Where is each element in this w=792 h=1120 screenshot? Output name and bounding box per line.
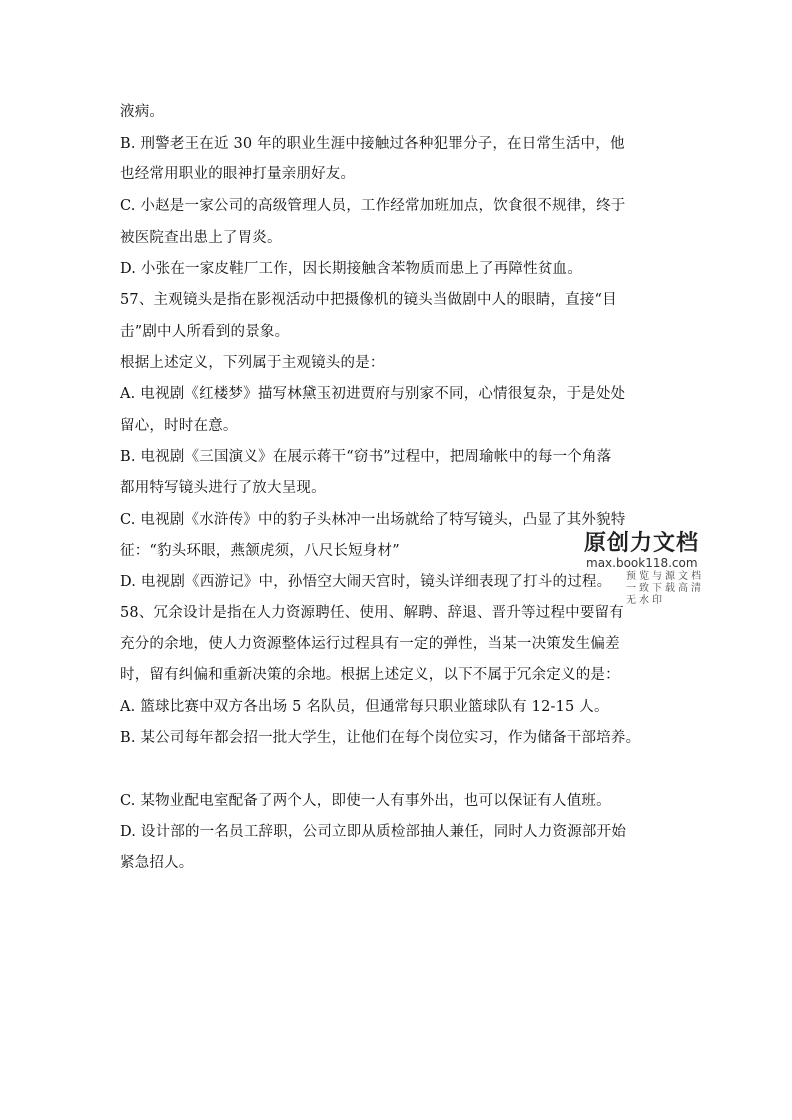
option-c: C. 某物业配电室配备了两个人，即使一人有事外出，也可以保证有人值班。 [120, 793, 611, 809]
option-c: C. 电视剧《水浒传》中的豹子头林冲一出场就给了特写镜头，凸显了其外貌特 [120, 512, 626, 528]
text-line: B. 刑警老王在近 30 年的职业生涯中接触过各种犯罪分子，在日常生活中，他 [120, 136, 625, 152]
text-line: 液病。 [120, 104, 165, 120]
question-58-stem: 58、冗余设计是指在人力资源聘任、使用、解聘、辞退、晋升等过程中要留有 [120, 605, 624, 621]
text-line: 紧急招人。 [120, 855, 194, 871]
text-line: D. 小张在一家皮鞋厂工作，因长期接触含苯物质而患上了再障性贫血。 [120, 261, 582, 277]
option-a: A. 篮球比赛中双方各出场 5 名队员，但通常每只职业篮球队有 12-15 人。 [120, 699, 609, 715]
text-line: C. 小赵是一家公司的高级管理人员，工作经常加班加点，饮食很不规律，终于 [120, 198, 626, 214]
text-line: 征：“豹头环眼，燕颔虎须，八尺长短身材” [120, 543, 400, 559]
watermark-title: 原创力文档 [584, 531, 700, 556]
text-line: 被医院查出患上了胃炎。 [120, 230, 282, 246]
watermark-logo [582, 530, 714, 606]
option-d: D. 电视剧《西游记》中，孙悟空大闹天宫时，镜头详细表现了打斗的过程。 [120, 574, 612, 590]
option-d: D. 设计部的一名员工辞职，公司立即从质检部抽人兼任，同时人力资源部开始 [120, 824, 627, 840]
question-57-stem: 57、主观镜头是指在影视活动中把摄像机的镜头当做剧中人的眼睛，直接“目 [120, 292, 617, 308]
option-b: B. 电视剧《三国演义》在展示蒋干“窃书”过程中，把周瑜帐中的每一个角落 [120, 449, 612, 465]
text-line: 击”剧中人所看到的景象。 [120, 324, 290, 340]
text-line: 充分的余地，使人力资源整体运行过程具有一定的弹性，当某一决策发生偏差 [120, 636, 620, 652]
question-57-prompt: 根据上述定义，下列属于主观镜头的是： [120, 355, 385, 371]
watermark-subtitle: 预览与源文档一致下载高清无水印 [626, 571, 704, 606]
text-line: 留心，时时在意。 [120, 418, 238, 434]
option-b: B. 某公司每年都会招一批大学生，让他们在每个岗位实习，作为储备干部培养。 [120, 730, 641, 746]
option-a: A. 电视剧《红楼梦》描写林黛玉初进贾府与别家不同，心情很复杂，于是处处 [120, 386, 626, 402]
watermark-url: max.book118.com [586, 556, 698, 570]
text-line: 也经常用职业的眼神打量亲朋好友。 [120, 166, 356, 182]
text-line: 都用特写镜头进行了放大呈现。 [120, 480, 326, 496]
text-line: 时，留有纠偏和重新决策的余地。根据上述定义，以下不属于冗余定义的是： [120, 667, 620, 683]
